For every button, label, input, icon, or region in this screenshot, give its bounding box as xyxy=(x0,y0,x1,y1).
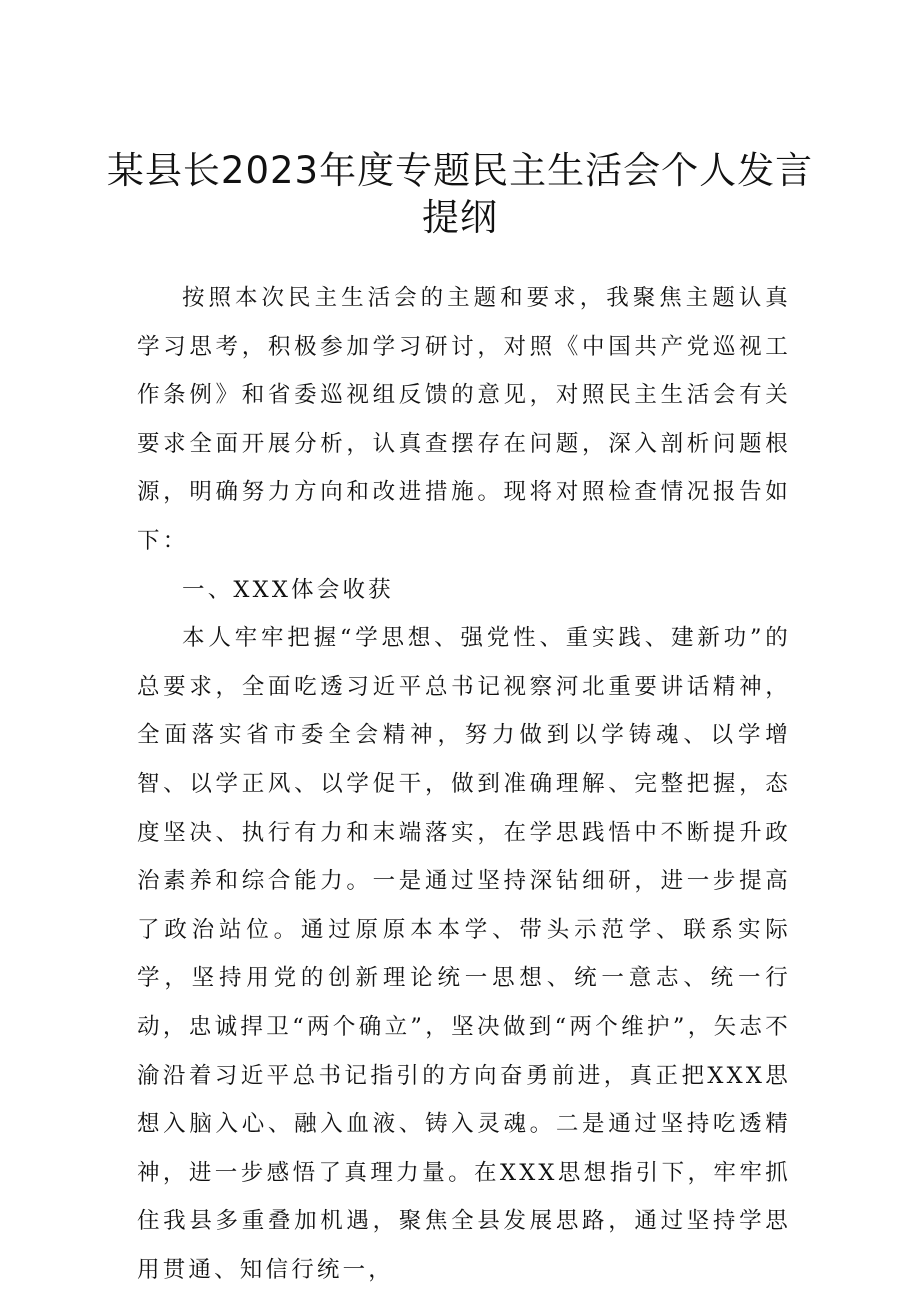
document-title-line-2: 提纲 xyxy=(422,196,498,239)
document-title-line-1: 某县长2023年度专题民主生活会个人发言 xyxy=(106,149,814,192)
document-body xyxy=(137,274,791,1294)
body-paragraph: 本人牢牢把握“学思想、强党性、重实践、建新功”的总要求，全面吃透习近平总书记视察河北重要讲话精神，全面落实省市委全会精神，努力做到以学铸魂、以学增智、以学正风、以学促干，做到准确理解、完整把握，态度坚决、执行有力和末端落实，在学思践悟中不断提升政治素养和综合能力。一是通过坚持深钻细研，进一步提高了政治站位。通过原原本本学、带头示范学、联系实际学，坚持用党的创新理论统一思想、统一意志、统一行动，忠诚捍卫“两个确立”，坚决做到“两个维护”，矢志不渝沿着习近平总书记指引的方向奋勇前进，真正把XXX思想入脑入心、融入血液、铸入灵魂。二是通过坚持吃透精神，进一步感悟了真理力量。在XXX思想指引下，牢牢抓住我县多重叠加机遇，聚焦全县发展思路，通过坚持学思用贯通、知信行统一， xyxy=(137,625,791,1283)
intro-paragraph: 按照本次民主生活会的主题和要求，我聚焦主题认真学习思考，积极参加学习研讨，对照《中国共产党巡视工作条例》和省委巡视组反馈的意见，对照民主生活会有关要求全面开展分析，认真查摆存在问题，深入剖析问题根源，明确努力方向和改进措施。现将对照检查情况报告如下： xyxy=(137,285,791,554)
section-heading: 一、XXX体会收获 xyxy=(182,576,394,603)
